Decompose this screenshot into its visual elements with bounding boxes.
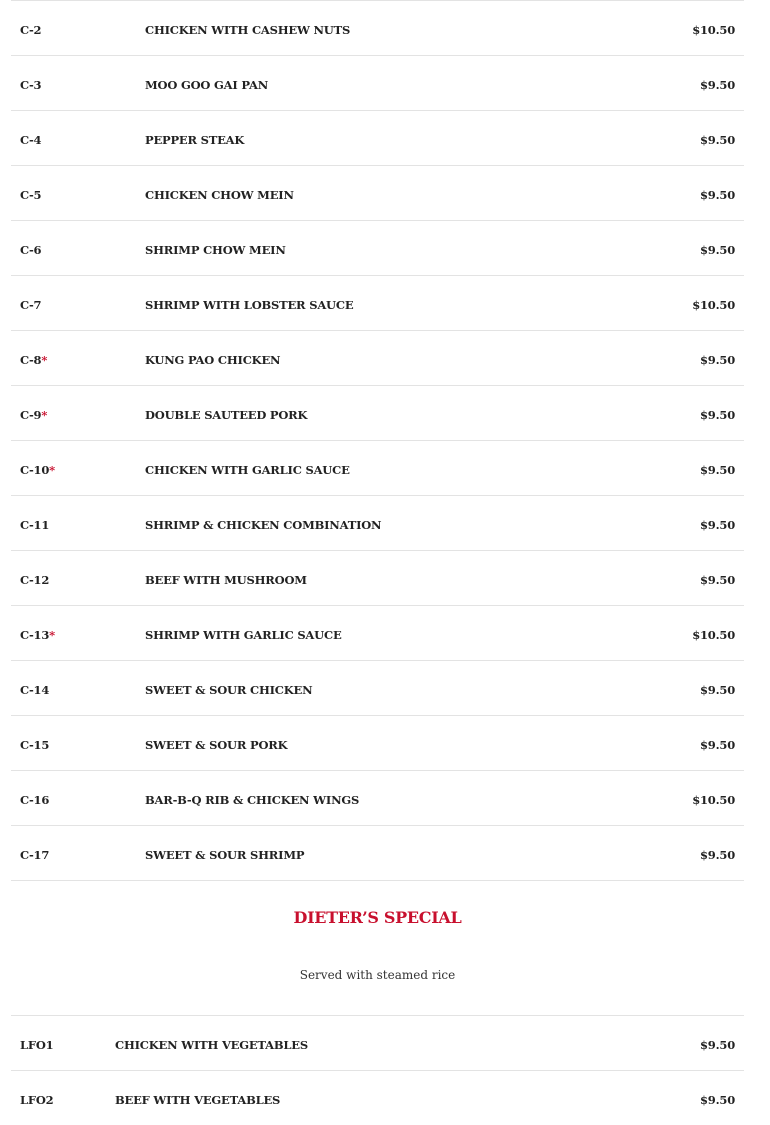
menu-list — [11, 0, 744, 881]
item-code: C-4 — [20, 133, 42, 147]
item-code: C-11 — [20, 518, 50, 532]
spicy-marker: * — [49, 628, 55, 642]
item-code: C-13* — [20, 628, 55, 642]
item-name: CHICKEN WITH CASHEW NUTS — [145, 23, 351, 37]
item-price: $9.50 — [699, 848, 735, 862]
item-name: SHRIMP WITH GARLIC SAUCE — [145, 628, 342, 642]
item-code: LFO1 — [20, 1038, 54, 1052]
item-name: SHRIMP WITH LOBSTER SAUCE — [145, 298, 354, 312]
item-price: $9.50 — [699, 518, 735, 532]
item-name: SHRIMP CHOW MEIN — [145, 243, 286, 257]
item-code: C-8* — [20, 353, 48, 367]
section-subtitle: Served with steamed rice — [299, 968, 456, 982]
menu-row — [11, 660, 744, 715]
menu-row — [11, 495, 744, 550]
item-code: C-17 — [20, 848, 50, 862]
item-code: LFO2 — [20, 1093, 54, 1107]
item-name: SWEET & SOUR CHICKEN — [145, 683, 313, 697]
item-code: C-5 — [20, 188, 42, 202]
menu-row — [11, 165, 744, 220]
item-price: $10.50 — [692, 628, 735, 642]
menu-row — [11, 55, 744, 110]
item-code: C-6 — [20, 243, 42, 257]
item-name: MOO GOO GAI PAN — [145, 78, 269, 92]
menu-row — [11, 440, 744, 495]
menu-row — [11, 770, 744, 825]
menu-row — [11, 1015, 744, 1070]
item-price: $9.50 — [699, 353, 735, 367]
item-price: $9.50 — [699, 463, 735, 477]
spicy-marker: * — [41, 353, 48, 367]
item-price: $9.50 — [699, 1093, 735, 1107]
item-code: C-15 — [20, 738, 50, 752]
item-name: CHICKEN WITH VEGETABLES — [115, 1038, 308, 1052]
menu-row — [11, 715, 744, 770]
section-title: DIETER’S SPECIAL — [293, 908, 462, 927]
item-name: DOUBLE SAUTEED PORK — [145, 408, 308, 422]
item-name: SWEET & SOUR PORK — [145, 738, 288, 752]
item-name: CHICKEN WITH GARLIC SAUCE — [145, 463, 350, 477]
item-price: $9.50 — [699, 738, 735, 752]
menu-row — [11, 330, 744, 385]
item-price: $9.50 — [699, 243, 735, 257]
item-name: KUNG PAO CHICKEN — [145, 353, 281, 367]
spicy-marker: * — [41, 408, 48, 422]
item-code: C-2 — [20, 23, 42, 37]
menu-row — [11, 825, 744, 881]
item-price: $10.50 — [692, 793, 735, 807]
menu-row — [11, 110, 744, 165]
item-code: C-9* — [20, 408, 48, 422]
item-price: $10.50 — [692, 298, 735, 312]
menu-row — [11, 275, 744, 330]
item-code: C-12 — [20, 573, 50, 587]
item-name: SHRIMP & CHICKEN COMBINATION — [145, 518, 382, 532]
item-code: C-16 — [20, 793, 50, 807]
menu-row — [11, 550, 744, 605]
menu-row — [11, 605, 744, 660]
item-name: SWEET & SOUR SHRIMP — [145, 848, 305, 862]
item-price: $10.50 — [692, 23, 735, 37]
item-name: BEEF WITH VEGETABLES — [115, 1093, 281, 1107]
menu-row — [11, 1070, 744, 1125]
item-code: C-14 — [20, 683, 50, 697]
dieters-list — [11, 1015, 744, 1125]
menu-row — [11, 385, 744, 440]
item-name: CHICKEN CHOW MEIN — [145, 188, 294, 202]
item-code: C-10* — [20, 463, 55, 477]
item-price: $9.50 — [699, 133, 735, 147]
menu-row — [11, 220, 744, 275]
item-price: $9.50 — [699, 573, 735, 587]
item-name: BAR-B-Q RIB & CHICKEN WINGS — [145, 793, 360, 807]
item-price: $9.50 — [699, 188, 735, 202]
item-price: $9.50 — [699, 78, 735, 92]
item-price: $9.50 — [699, 1038, 735, 1052]
menu-row — [11, 0, 744, 55]
item-price: $9.50 — [699, 683, 735, 697]
spicy-marker: * — [49, 463, 55, 477]
item-name: PEPPER STEAK — [145, 133, 245, 147]
item-price: $9.50 — [699, 408, 735, 422]
item-code: C-7 — [20, 298, 42, 312]
item-name: BEEF WITH MUSHROOM — [145, 573, 307, 587]
item-code: C-3 — [20, 78, 42, 92]
